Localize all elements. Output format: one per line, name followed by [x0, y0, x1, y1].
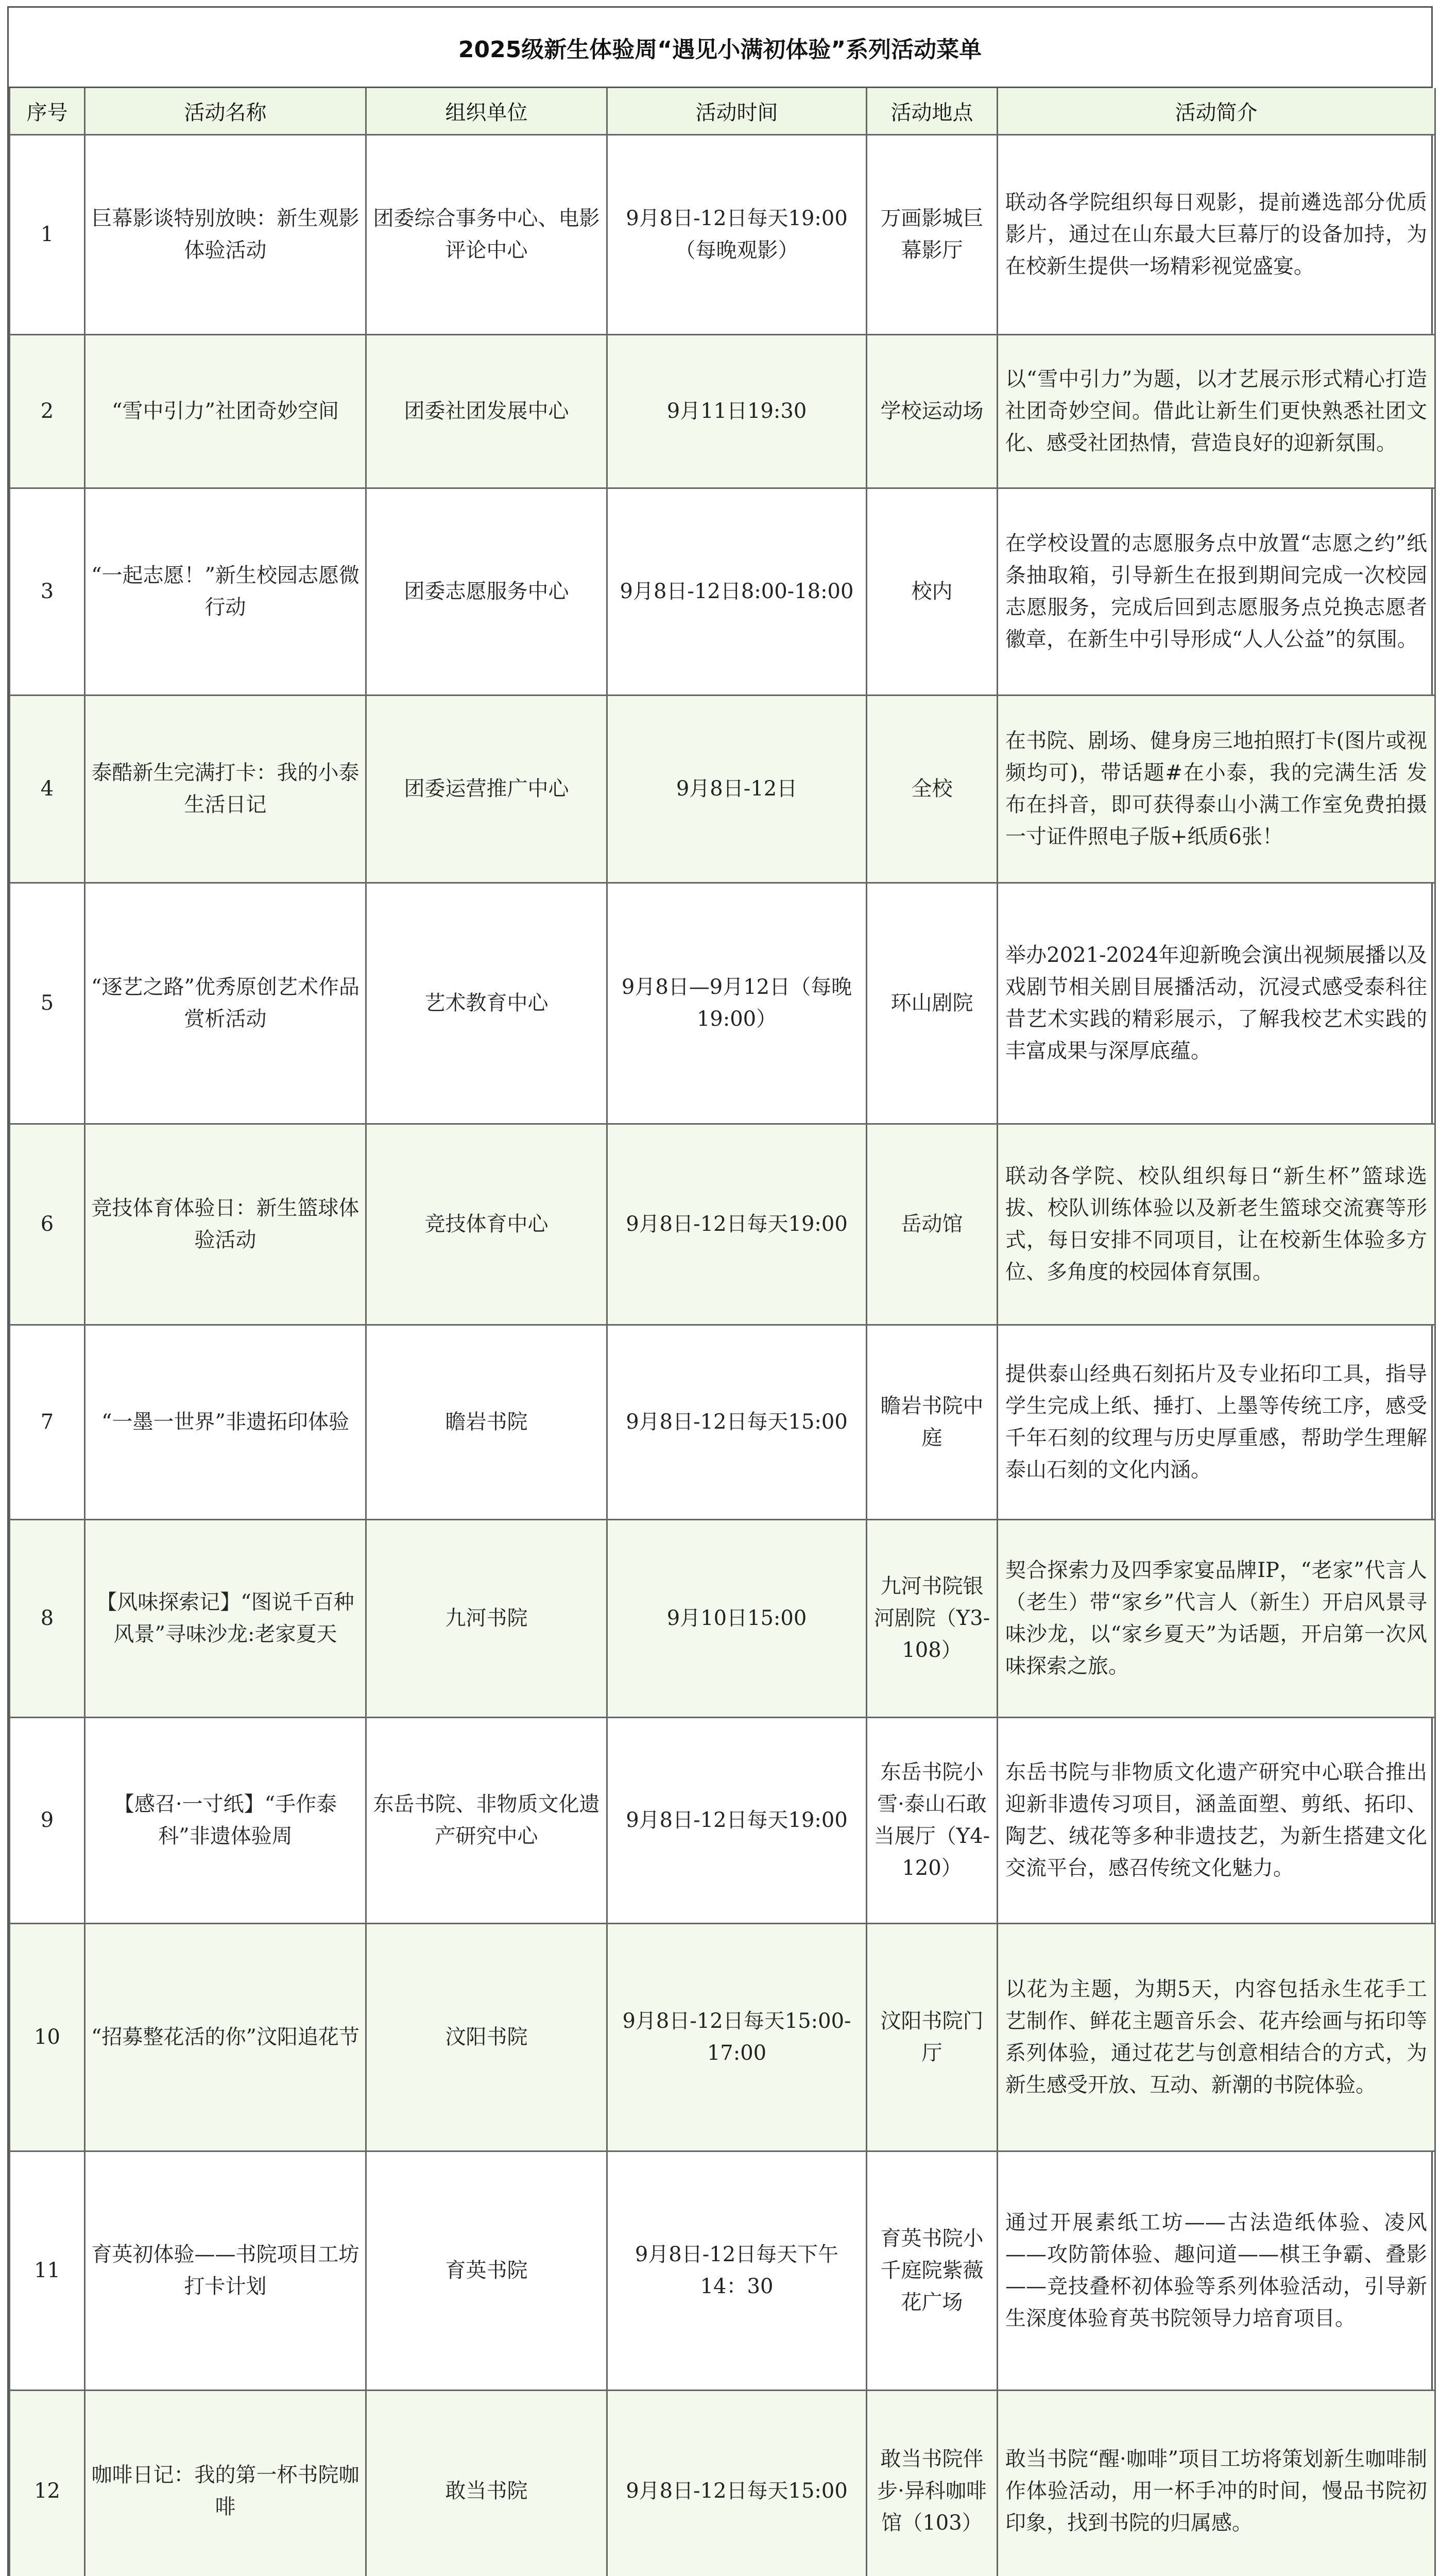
table-row: [10, 1923, 1435, 2151]
row-number: 11: [10, 2151, 85, 2390]
table-row: [10, 334, 1435, 488]
activity-description: 以花为主题，为期5天，内容包括永生花手工艺制作、鲜花主题音乐会、花卉绘画与拓印等系列体验，通过花艺与创意相结合的方式，为新生感受开放、互动、新潮的书院体验。: [998, 1923, 1435, 2151]
activity-description: 提供泰山经典石刻拓片及专业拓印工具，指导学生完成上纸、捶打、上墨等传统工序，感受千年石刻的纹理与历史厚重感，帮助学生理解泰山石刻的文化内涵。: [998, 1325, 1435, 1519]
activity-time: 9月11日19:30: [607, 334, 867, 488]
organizer: 瞻岩书院: [366, 1325, 607, 1519]
activity-table: [9, 88, 1436, 2576]
activity-menu-sheet: [7, 6, 1433, 2576]
row-number: 1: [10, 134, 85, 334]
organizer: 东岳书院、非物质文化遗产研究中心: [366, 1717, 607, 1923]
table-body: [10, 134, 1435, 2576]
activity-place: 全校: [867, 695, 998, 883]
page-title: 2025级新生体验周“遇见小满初体验”系列活动菜单: [9, 8, 1431, 88]
activity-name: “一墨一世界”非遗拓印体验: [85, 1325, 366, 1519]
organizer: 团委社团发展中心: [366, 334, 607, 488]
column-header: 组织单位: [366, 88, 607, 134]
table-row: [10, 488, 1435, 695]
activity-time: 9月8日-12日每天15:00: [607, 2390, 867, 2576]
table-row: [10, 2390, 1435, 2576]
row-number: 6: [10, 1124, 85, 1325]
activity-place: 万画影城巨幕影厅: [867, 134, 998, 334]
activity-place: 学校运动场: [867, 334, 998, 488]
activity-time: 9月10日15:00: [607, 1519, 867, 1717]
activity-time: 9月8日-12日每天下午14：30: [607, 2151, 867, 2390]
activity-description: 举办2021-2024年迎新晚会演出视频展播以及戏剧节相关剧目展播活动，沉浸式感受泰科往昔艺术实践的精彩展示，了解我校艺术实践的丰富成果与深厚底蕴。: [998, 883, 1435, 1124]
organizer: 竞技体育中心: [366, 1124, 607, 1325]
activity-time: 9月8日-12日8:00-18:00: [607, 488, 867, 695]
activity-name: 巨幕影谈特别放映：新生观影体验活动: [85, 134, 366, 334]
activity-name: 泰酷新生完满打卡：我的小泰生活日记: [85, 695, 366, 883]
activity-place: 敢当书院伴步·异科咖啡馆（103）: [867, 2390, 998, 2576]
table-row: [10, 695, 1435, 883]
activity-name: “雪中引力”社团奇妙空间: [85, 334, 366, 488]
activity-description: 在学校设置的志愿服务点中放置“志愿之约”纸条抽取箱，引导新生在报到期间完成一次校园志愿服务，完成后回到志愿服务点兑换志愿者徽章，在新生中引导形成“人人公益”的氛围。: [998, 488, 1435, 695]
activity-place: 校内: [867, 488, 998, 695]
activity-name: “一起志愿！”新生校园志愿微行动: [85, 488, 366, 695]
activity-name: 育英初体验——书院项目工坊打卡计划: [85, 2151, 366, 2390]
organizer: 艺术教育中心: [366, 883, 607, 1124]
activity-description: 敢当书院“醒·咖啡”项目工坊将策划新生咖啡制作体验活动，用一杯手冲的时间，慢品书院初印象，找到书院的归属感。: [998, 2390, 1435, 2576]
activity-place: 环山剧院: [867, 883, 998, 1124]
organizer: 团委运营推广中心: [366, 695, 607, 883]
activity-place: 瞻岩书院中庭: [867, 1325, 998, 1519]
activity-place: 东岳书院小雪·泰山石敢当展厅（Y4-120）: [867, 1717, 998, 1923]
row-number: 4: [10, 695, 85, 883]
organizer: 敢当书院: [366, 2390, 607, 2576]
table-row: [10, 1124, 1435, 1325]
column-header: 活动地点: [867, 88, 998, 134]
activity-name: 竞技体育体验日：新生篮球体验活动: [85, 1124, 366, 1325]
row-number: 10: [10, 1923, 85, 2151]
row-number: 5: [10, 883, 85, 1124]
activity-time: 9月8日-12日每天15:00: [607, 1325, 867, 1519]
activity-description: 在书院、剧场、健身房三地拍照打卡(图片或视频均可)，带话题#在小泰，我的完满生活 发布在抖音，即可获得泰山小满工作室免费拍摄一寸证件照电子版+纸质6张！: [998, 695, 1435, 883]
activity-time: 9月8日-12日: [607, 695, 867, 883]
table-row: [10, 2151, 1435, 2390]
table-row: [10, 1717, 1435, 1923]
row-number: 2: [10, 334, 85, 488]
activity-description: 通过开展素纸工坊——古法造纸体验、凌风——攻防箭体验、趣问道——棋王争霸、叠影——竞技叠杯初体验等系列体验活动，引导新生深度体验育英书院领导力培育项目。: [998, 2151, 1435, 2390]
column-header: 序号: [10, 88, 85, 134]
activity-place: 九河书院银河剧院（Y3-108）: [867, 1519, 998, 1717]
organizer: 团委志愿服务中心: [366, 488, 607, 695]
organizer: 汶阳书院: [366, 1923, 607, 2151]
row-number: 7: [10, 1325, 85, 1519]
activity-time: 9月8日-12日每天19:00: [607, 1124, 867, 1325]
row-number: 8: [10, 1519, 85, 1717]
activity-description: 契合探索力及四季家宴品牌IP，“老家”代言人（老生）带“家乡”代言人（新生）开启风景寻味沙龙，以“家乡夏天”为话题，开启第一次风味探索之旅。: [998, 1519, 1435, 1717]
activity-name: 【感召·一寸纸】“手作泰科”非遗体验周: [85, 1717, 366, 1923]
activity-name: “逐艺之路”优秀原创艺术作品赏析活动: [85, 883, 366, 1124]
table-row: [10, 1519, 1435, 1717]
column-header: 活动名称: [85, 88, 366, 134]
row-number: 12: [10, 2390, 85, 2576]
activity-name: 【风味探索记】“图说千百种风景”寻味沙龙:老家夏天: [85, 1519, 366, 1717]
row-number: 3: [10, 488, 85, 695]
activity-time: 9月8日-12日每天15:00-17:00: [607, 1923, 867, 2151]
activity-time: 9月8日-12日每天19:00: [607, 1717, 867, 1923]
activity-place: 育英书院小千庭院紫薇花广场: [867, 2151, 998, 2390]
activity-time: 9月8日—9月12日（每晚19:00）: [607, 883, 867, 1124]
column-header: 活动时间: [607, 88, 867, 134]
activity-description: 以“雪中引力”为题，以才艺展示形式精心打造社团奇妙空间。借此让新生们更快熟悉社团文化、感受社团热情，营造良好的迎新氛围。: [998, 334, 1435, 488]
activity-time: 9月8日-12日每天19:00（每晚观影）: [607, 134, 867, 334]
column-header: 活动简介: [998, 88, 1435, 134]
activity-description: 联动各学院组织每日观影，提前遴选部分优质影片，通过在山东最大巨幕厅的设备加持，为在校新生提供一场精彩视觉盛宴。: [998, 134, 1435, 334]
activity-name: 咖啡日记：我的第一杯书院咖啡: [85, 2390, 366, 2576]
activity-description: 东岳书院与非物质文化遗产研究中心联合推出迎新非遗传习项目，涵盖面塑、剪纸、拓印、陶艺、绒花等多种非遗技艺，为新生搭建文化交流平台，感召传统文化魅力。: [998, 1717, 1435, 1923]
activity-place: 汶阳书院门厅: [867, 1923, 998, 2151]
table-row: [10, 883, 1435, 1124]
activity-name: “招募整花活的你”汶阳追花节: [85, 1923, 366, 2151]
table-row: [10, 134, 1435, 334]
table-header-row: [10, 88, 1435, 134]
row-number: 9: [10, 1717, 85, 1923]
organizer: 育英书院: [366, 2151, 607, 2390]
table-row: [10, 1325, 1435, 1519]
organizer: 九河书院: [366, 1519, 607, 1717]
activity-place: 岳动馆: [867, 1124, 998, 1325]
activity-description: 联动各学院、校队组织每日“新生杯”篮球选拔、校队训练体验以及新老生篮球交流赛等形式，每日安排不同项目，让在校新生体验多方位、多角度的校园体育氛围。: [998, 1124, 1435, 1325]
organizer: 团委综合事务中心、电影评论中心: [366, 134, 607, 334]
